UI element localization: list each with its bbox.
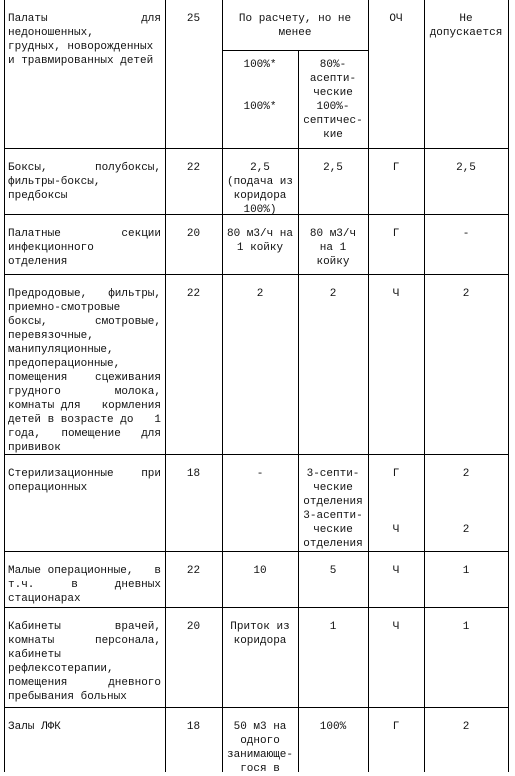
cell-word: приемно-смотровые (8, 302, 121, 314)
cell-word: Предродовые, (8, 288, 88, 300)
room-name (8, 343, 161, 357)
cell-word: т.ч. (8, 579, 35, 591)
room-name (8, 648, 161, 662)
cell-word: рефлексотерапии, (8, 663, 114, 675)
outflow-value: 80%- (319, 59, 347, 71)
recirculation-value: допускается (429, 27, 503, 39)
cell-word: Кабинеты (8, 621, 61, 633)
cell-word: врачей, (114, 621, 161, 633)
room-name (8, 481, 161, 495)
cell-word: Палатные (8, 228, 61, 240)
cleanliness-class: Ч (392, 565, 400, 577)
temperature: 18 (186, 721, 201, 733)
recirculation-value: 1 (462, 621, 470, 633)
inflow-value: 100%) (243, 204, 277, 216)
outflow-value: септичес- (303, 115, 363, 127)
room-name (8, 720, 161, 734)
room-name (8, 371, 161, 385)
outflow-value: койку (316, 256, 350, 268)
outflow-value: 2 (329, 288, 337, 300)
outflow-value: ческие (313, 482, 353, 494)
room-name (8, 441, 161, 455)
inflow-header: менее (278, 27, 312, 39)
outflow-value: ческие (313, 524, 353, 536)
cell-word: перевязочные, (8, 330, 94, 342)
cell-word: при (141, 468, 161, 480)
inflow-value: занимающе- (226, 749, 293, 761)
inflow-value: - (256, 468, 264, 480)
cell-word: полубоксы, (94, 162, 161, 174)
cleanliness-class: Ч (392, 288, 400, 300)
cell-word: отделения (8, 256, 68, 268)
cell-word: кормления (101, 400, 161, 412)
recirculation-value: Не (459, 13, 473, 25)
cell-word: комнаты (8, 635, 55, 647)
cleanliness-class: ОЧ (389, 13, 403, 25)
cell-word: детей в возрасте до (8, 414, 134, 426)
outflow-value: кие (323, 129, 343, 141)
row-separator (4, 607, 509, 608)
outflow-value: на 1 (319, 242, 347, 254)
cell-word: в (154, 565, 161, 577)
cell-word: помещения (8, 372, 68, 384)
room-name (8, 315, 161, 329)
cell-word: Боксы, (8, 162, 48, 174)
cell-word: секции (121, 228, 161, 240)
room-name (8, 329, 161, 343)
row-separator (4, 148, 509, 149)
temperature: 20 (186, 621, 201, 633)
outflow-value: ческие (313, 87, 353, 99)
cell-word: фильтры-боксы, (8, 176, 101, 188)
cell-word: предоперационные, (8, 358, 121, 370)
recirculation-value: 2 (462, 524, 470, 536)
row-separator (4, 707, 509, 708)
temperature: 22 (186, 288, 201, 300)
cleanliness-class: Г (392, 468, 400, 480)
cell-word: инфекционного (8, 242, 94, 254)
room-name (8, 399, 161, 413)
outflow-value: отделения (303, 538, 363, 550)
room-name (8, 301, 161, 315)
room-name (8, 385, 161, 399)
inflow-value: 1 койку (236, 242, 284, 254)
cell-word: операционных (8, 482, 88, 494)
room-name (8, 413, 161, 427)
cleanliness-class: Ч (392, 621, 400, 633)
cell-word: Малые операционные, (8, 565, 134, 577)
column-line (424, 0, 425, 772)
cell-word: манипуляционные, (8, 344, 114, 356)
temperature: 22 (186, 565, 201, 577)
cell-word: комнаты для (8, 400, 81, 412)
subheader-separator (222, 50, 368, 51)
outflow-value: 3-септи- (306, 468, 360, 480)
room-name (8, 189, 161, 203)
temperature: 25 (186, 13, 201, 25)
room-name (8, 26, 161, 40)
outflow-value: 3-асепти- (303, 510, 363, 522)
room-name (8, 357, 161, 371)
outflow-value: 2,5 (323, 162, 343, 174)
recirculation-value: 2 (462, 468, 470, 480)
inflow-value: 100%* (243, 59, 277, 71)
inflow-value: 2,5 (250, 162, 270, 174)
cell-word: Стерилизационные (8, 468, 114, 480)
inflow-header: По расчету, но не (238, 13, 352, 25)
inflow-value: 2 (256, 288, 264, 300)
column-line (222, 0, 223, 772)
cell-word: помещение (61, 428, 121, 440)
cell-word: грудного (8, 386, 61, 398)
inflow-value: (подача из (226, 176, 293, 188)
cell-word: предбоксы (8, 190, 68, 202)
inflow-value: 100%* (243, 101, 277, 113)
room-name (8, 564, 161, 578)
cell-word: смотровые, (94, 316, 161, 328)
cell-word: боксы, (8, 316, 48, 328)
cell-word: дневных (114, 579, 161, 591)
row-separator (4, 274, 509, 275)
room-name (8, 690, 161, 704)
inflow-value: Приток из (230, 621, 290, 633)
cell-word: 1 (154, 414, 161, 426)
room-name (8, 427, 161, 441)
column-line (165, 0, 166, 772)
room-name (8, 676, 161, 690)
inflow-value: одного (240, 735, 280, 747)
cell-word: для (141, 13, 161, 25)
room-name (8, 620, 161, 634)
room-name (8, 161, 161, 175)
room-name (8, 287, 161, 301)
cell-word: дневного (108, 677, 161, 689)
cell-word: для (141, 428, 161, 440)
outflow-value: 100% (319, 721, 347, 733)
cell-word: в (71, 579, 78, 591)
inflow-value: 80 м3/ч на (226, 228, 293, 240)
room-name (8, 467, 161, 481)
temperature: 22 (186, 162, 201, 174)
recirculation-value: 2 (462, 288, 470, 300)
column-line (368, 0, 369, 772)
cell-word: и травмированных детей (8, 55, 154, 67)
room-name (8, 54, 161, 68)
cell-word: прививок (8, 442, 61, 454)
recirculation-value: - (462, 228, 470, 240)
inflow-value: гося в (240, 763, 280, 775)
room-name (8, 634, 161, 648)
inflow-value: коридора (233, 635, 287, 647)
inflow-value: коридора (233, 190, 287, 202)
room-name (8, 662, 161, 676)
room-name (8, 175, 161, 189)
inflow-value: 10 (253, 565, 267, 577)
cell-word: кабинеты (8, 649, 61, 661)
room-name (8, 40, 161, 54)
room-name (8, 578, 161, 592)
cell-word: Палаты (8, 13, 48, 25)
cell-word: сцеживания (94, 372, 161, 384)
recirculation-value: 2,5 (456, 162, 476, 174)
cell-word: Залы ЛФК (8, 721, 61, 733)
cell-word: года, (8, 428, 42, 440)
cleanliness-class: Г (392, 228, 400, 240)
cell-word: персонала, (94, 635, 161, 647)
cleanliness-class: Г (392, 721, 400, 733)
cell-word: грудных, новорожденных (8, 41, 154, 53)
inflow-value: 50 м3 на (233, 721, 287, 733)
outflow-value: отделения (303, 496, 363, 508)
cleanliness-class: Ч (392, 524, 400, 536)
room-name (8, 12, 161, 26)
cell-word: стационарах (8, 593, 81, 605)
outflow-value: 80 м3/ч (309, 228, 357, 240)
cell-word: помещения (8, 677, 68, 689)
recirculation-value: 1 (462, 565, 470, 577)
column-line (508, 0, 509, 772)
outflow-value: асепти- (309, 73, 357, 85)
row-separator (4, 551, 509, 552)
temperature: 20 (186, 228, 201, 240)
temperature: 18 (186, 468, 201, 480)
cell-word: пребывания больных (8, 691, 127, 703)
cell-word: фильтры, (108, 288, 161, 300)
cell-word: недоношенных, (8, 27, 94, 39)
outflow-value: 5 (329, 565, 337, 577)
room-name (8, 255, 161, 269)
room-name (8, 592, 161, 606)
room-name (8, 227, 161, 241)
cell-word: молока, (114, 386, 161, 398)
recirculation-value: 2 (462, 721, 470, 733)
column-line (4, 0, 5, 772)
outflow-value: 100%- (316, 101, 350, 113)
room-name (8, 241, 161, 255)
cleanliness-class: Г (392, 162, 400, 174)
outflow-value: 1 (329, 621, 337, 633)
